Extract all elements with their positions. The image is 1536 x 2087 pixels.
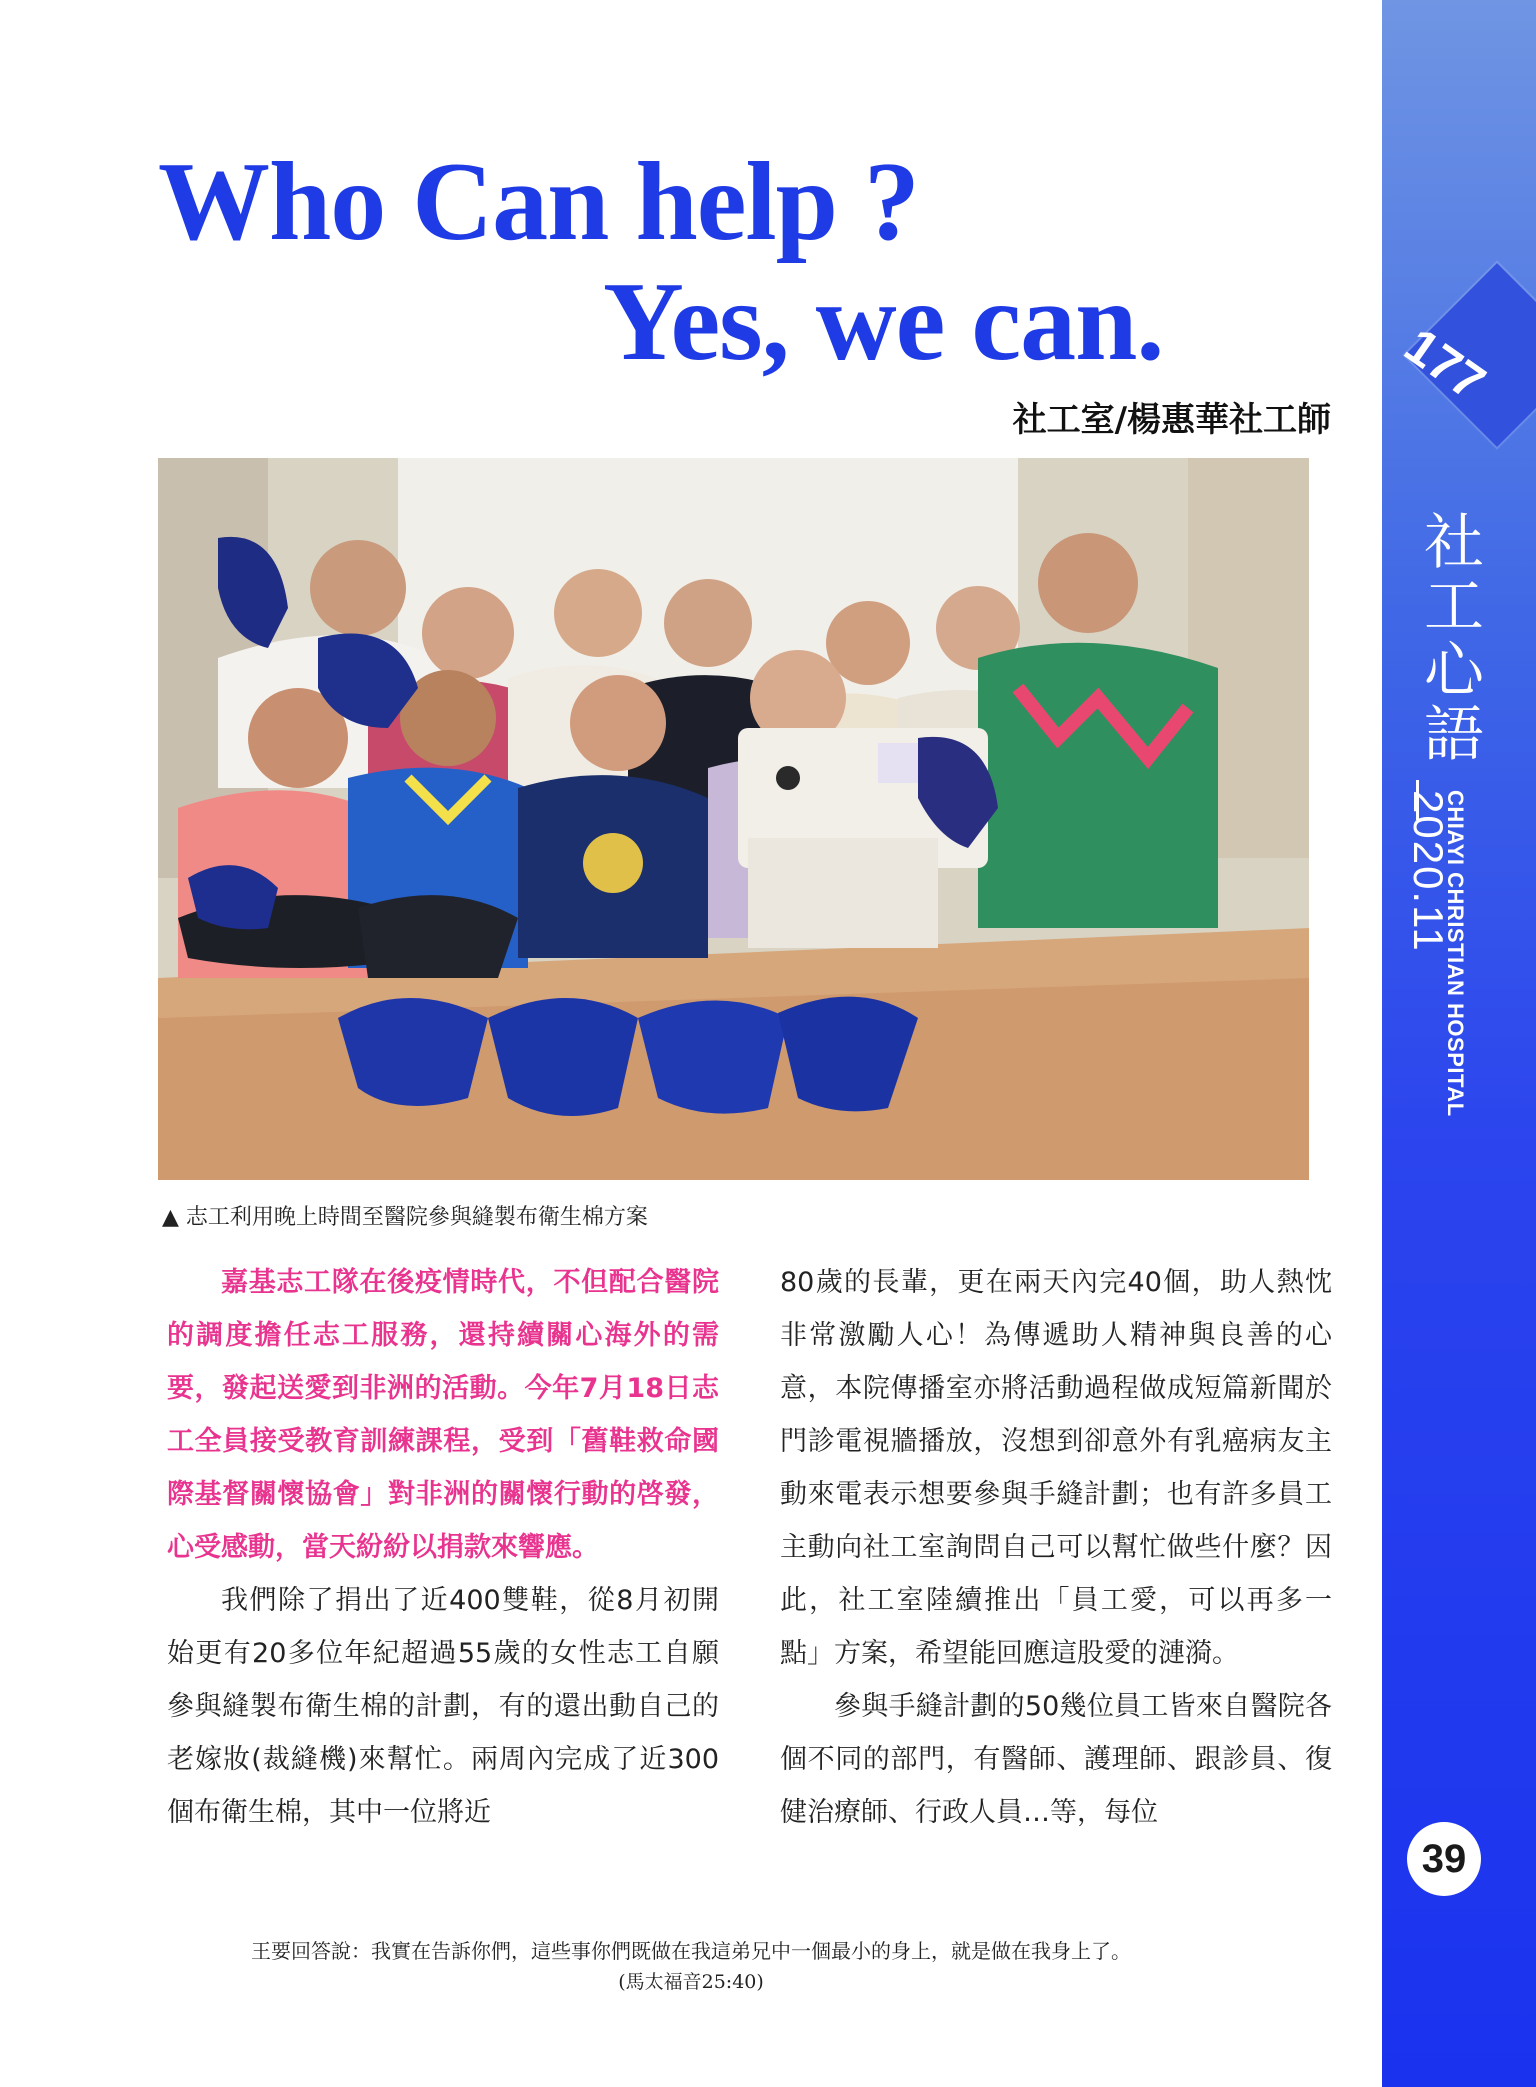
body-paragraph: 參與手縫計劃的50幾位員工皆來自醫院各個不同的部門，有醫師、護理師、跟診員、復健治療師、行政人員…等，每位: [780, 1691, 1332, 1828]
body-paragraph: 我們除了捐出了近400雙鞋，從8月初開始更有20多位年紀超過55歲的女性志工自願參與縫製布衛生棉的計劃，有的還出動自己的老嫁妝(裁縫機)來幫忙。兩周內完成了近300個布衛生棉，其中一位將近: [167, 1585, 719, 1828]
scripture-quote: 王要回答說：我實在告訴你們，這些事你們既做在我這弟兄中一個最小的身上，就是做在我身上了。: [251, 1939, 1131, 1963]
article-title-line2: Yes, we can.: [603, 260, 1164, 384]
page-number: 39: [1407, 1822, 1481, 1896]
article-title-line1: Who Can help ?: [158, 140, 919, 264]
text-column-left: [167, 1256, 719, 1839]
body-paragraph-continued: 80歲的長輩，更在兩天內完40個，助人熱忱非常激勵人心！為傳遞助人精神與良善的心意，本院傳播室亦將活動過程做成短篇新聞於門診電視牆播放，沒想到卻意外有乳癌病友主動來電表示想要參與手縫計劃；也有許多員工主動向社工室詢問自己可以幫忙做些什麼？因此，社工室陸續推出「員工愛，可以再多一點」方案，希望能回應這股愛的漣漪。: [780, 1267, 1332, 1669]
photo-caption: ▲ 志工利用晚上時間至醫院參與縫製布衛生棉方案: [162, 1205, 648, 1230]
lead-paragraph: 嘉基志工隊在後疫情時代，不但配合醫院的調度擔任志工服務，還持續關心海外的需要，發起送愛到非洲的活動。今年7月18日志工全員接受教育訓練課程，受到「舊鞋救命國際基督關懷協會」對非洲的關懷行動的啓發，心受感動，當天紛紛以捐款來響應。: [167, 1267, 719, 1563]
text-column-right: [780, 1256, 1332, 1839]
issue-date: 2020.11: [1405, 790, 1452, 953]
article-byline: 社工室/楊惠華社工師: [1012, 400, 1331, 440]
section-title: 社工心語: [1414, 510, 1484, 766]
issue-number: 177: [1394, 317, 1496, 411]
scripture-reference: (馬太福音25:40): [618, 1971, 764, 1993]
group-photo: [158, 458, 1309, 1180]
hospital-name: CHIAYI CHRISTIAN HOSPITAL: [1443, 790, 1468, 1117]
